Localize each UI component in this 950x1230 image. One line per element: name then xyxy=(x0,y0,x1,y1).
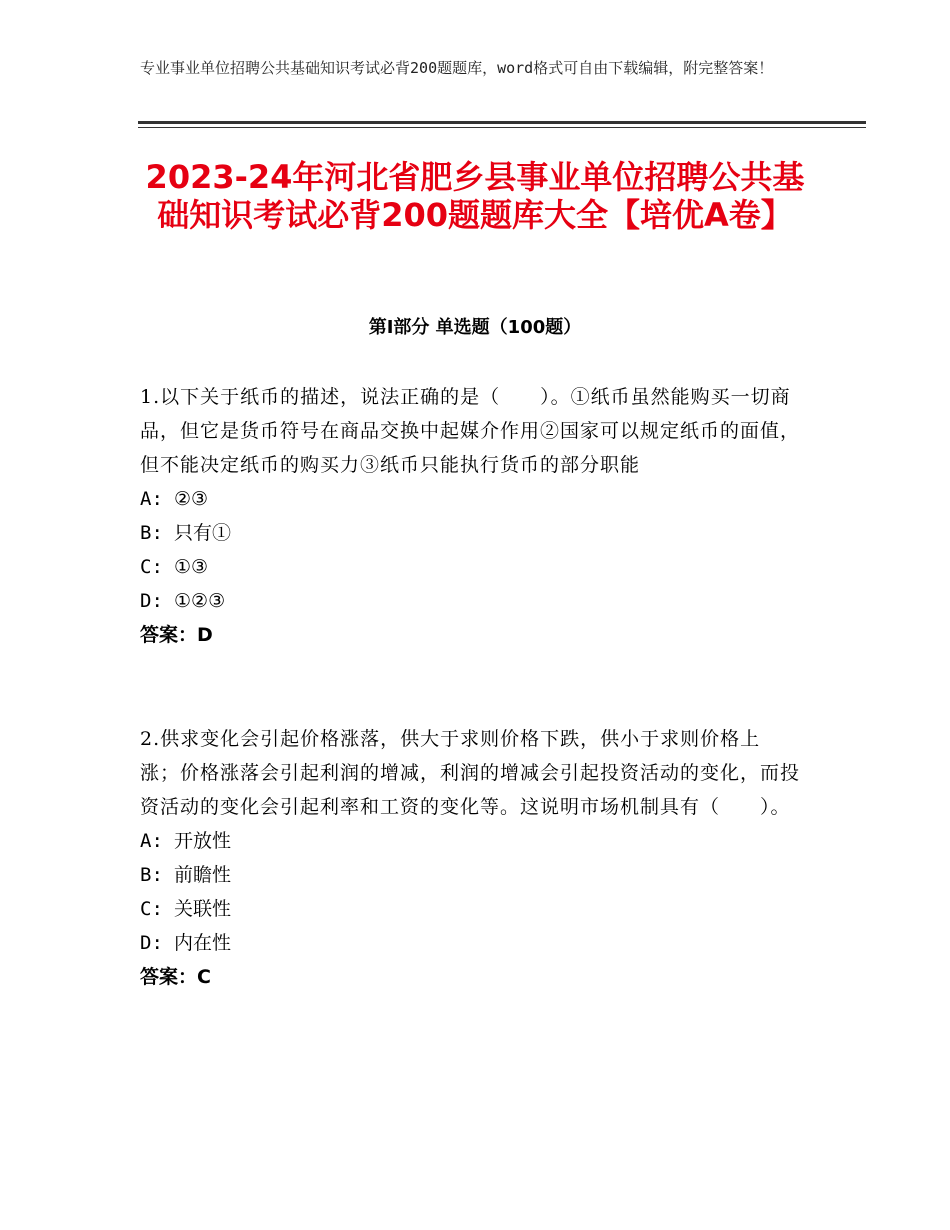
header-rule-thick xyxy=(138,121,866,124)
option-key: B: xyxy=(140,522,163,544)
header-note: 专业事业单位招聘公共基础知识考试必背200题题库，word格式可自由下载编辑，附完整答案！ xyxy=(140,59,774,77)
option-text: 开放性 xyxy=(174,830,232,852)
question-stem: 1.以下关于纸币的描述，说法正确的是（ ）。①纸币虽然能购买一切商品，但它是货币符号在商品交换中起媒介作用②国家可以规定纸币的面值，但不能决定纸币的购买力③纸币只能执行货币的部分职能 xyxy=(140,386,801,476)
option-text: ②③ xyxy=(174,488,209,510)
answer: 答案：D xyxy=(140,624,213,646)
question-1 xyxy=(140,380,800,652)
question-2 xyxy=(140,722,800,994)
option-text: ①②③ xyxy=(174,590,226,612)
option-key: A: xyxy=(140,488,163,510)
header-rule-thin xyxy=(138,127,866,128)
option-c xyxy=(140,550,800,584)
option-key: A: xyxy=(140,830,163,852)
option-d xyxy=(140,584,800,618)
option-text: ①③ xyxy=(174,556,209,578)
option-c xyxy=(140,892,800,926)
document-title: 2023-24年河北省肥乡县事业单位招聘公共基础知识考试必背200题题库大全【培优A卷】 xyxy=(145,158,805,234)
option-text: 只有① xyxy=(174,522,232,544)
option-text: 前瞻性 xyxy=(174,864,232,886)
option-text: 关联性 xyxy=(174,898,232,920)
option-b xyxy=(140,516,800,550)
option-a xyxy=(140,482,800,516)
option-key: C: xyxy=(140,898,163,920)
option-key: B: xyxy=(140,864,163,886)
option-a xyxy=(140,824,800,858)
answer: 答案：C xyxy=(140,966,211,988)
question-stem: 2.供求变化会引起价格涨落，供大于求则价格下跌，供小于求则价格上涨；价格涨落会引起利润的增减，利润的增减会引起投资活动的变化，而投资活动的变化会引起利率和工资的变化等。这说明市场机制具有（ ）。 xyxy=(140,728,801,818)
option-key: D: xyxy=(140,590,163,612)
option-key: D: xyxy=(140,932,163,954)
option-text: 内在性 xyxy=(174,932,232,954)
option-b xyxy=(140,858,800,892)
option-d xyxy=(140,926,800,960)
section-heading: 第I部分 单选题（100题） xyxy=(368,317,582,338)
option-key: C: xyxy=(140,556,163,578)
